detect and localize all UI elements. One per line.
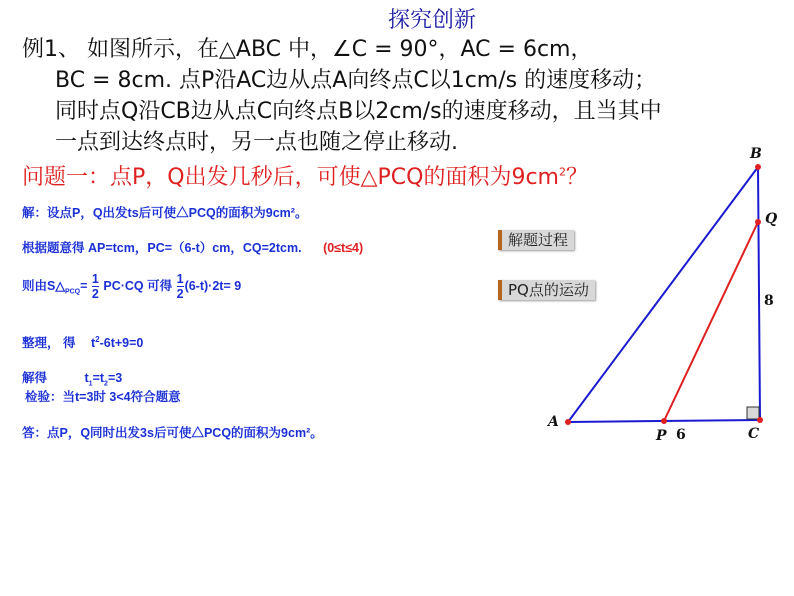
label-side-bc: 8 (764, 293, 774, 309)
solution-process-button[interactable]: 解题过程 (498, 230, 574, 250)
point-b (755, 164, 761, 170)
root-sub-2: 2 (104, 380, 108, 388)
side-ab (565, 165, 758, 422)
fraction-num: 1 (176, 272, 184, 286)
root-sub-1: 1 (88, 380, 93, 388)
equals-sign: = (80, 278, 88, 293)
eq-t: t (90, 336, 96, 350)
question-one-text: 问题一：点P，Q出发几秒后，可使△PCQ的面积为9cm (22, 165, 559, 190)
problem-line-4: 一点到达终点时，另一点也随之停止移动. (55, 130, 458, 155)
solution-line-1: 解：设点P，Q出发ts后可使△PCQ的面积为9cm²。 (22, 206, 308, 220)
solution-line-3-end: (6-t)·2t= 9 (184, 278, 242, 293)
point-q[interactable] (755, 219, 761, 225)
solution-line-2-text: 根据题意得 AP=tcm，PC=（6-t）cm，CQ=2tcm. (22, 241, 302, 255)
solution-range: (0≤t≤4) (323, 241, 364, 255)
point-c (757, 417, 763, 423)
slide-title: 探究创新 (388, 8, 477, 33)
label-c: C (748, 426, 760, 442)
problem-line-2: BC = 8cm. 点P沿AC边从点A向终点C以1cm/s 的速度移动； (55, 68, 657, 93)
question-one-sup: 2 (558, 165, 566, 179)
root-mid: =t (92, 371, 105, 385)
root-t: t (84, 371, 89, 385)
label-a: A (548, 414, 559, 430)
eq-rest: -6t+9=0 (99, 336, 144, 350)
simplify-label: 整理， 得 (22, 336, 76, 350)
label-b: B (750, 146, 762, 162)
area-symbol: 则由S△ (22, 278, 65, 293)
solve-label: 解得 (22, 371, 48, 385)
point-p[interactable] (661, 418, 667, 424)
question-one-end: ？ (565, 165, 588, 190)
side-bc (758, 167, 760, 420)
eq-sup: 2 (95, 334, 100, 344)
problem-line-1: 例1、 如图所示，在△ABC 中，∠C = 90°，AC = 6cm， (22, 37, 593, 62)
label-p: P (656, 428, 667, 444)
solution-line-6: 检验：当t=3时 3<4符合题意 (25, 390, 181, 404)
label-q: Q (765, 211, 778, 227)
segment-pq (664, 222, 758, 421)
solution-line-3-mid: PC·CQ 可得 (103, 278, 173, 293)
root-end: =3 (107, 371, 123, 385)
fraction-den: 2 (176, 287, 184, 301)
fraction-den: 2 (91, 287, 99, 301)
fraction-num: 1 (91, 272, 99, 286)
point-a (565, 419, 571, 425)
pq-motion-button[interactable]: PQ点的运动 (498, 280, 595, 300)
problem-line-3: 同时点Q沿CB边从点C向终点B以2cm/s的速度移动，且当其中 (55, 99, 662, 124)
right-angle-marker (747, 407, 759, 419)
area-subscript: PCQ (64, 288, 81, 296)
label-side-ac: 6 (676, 427, 686, 443)
solution-line-7: 答：点P，Q同时出发3s后可使△PCQ的面积为9cm²。 (22, 426, 323, 440)
